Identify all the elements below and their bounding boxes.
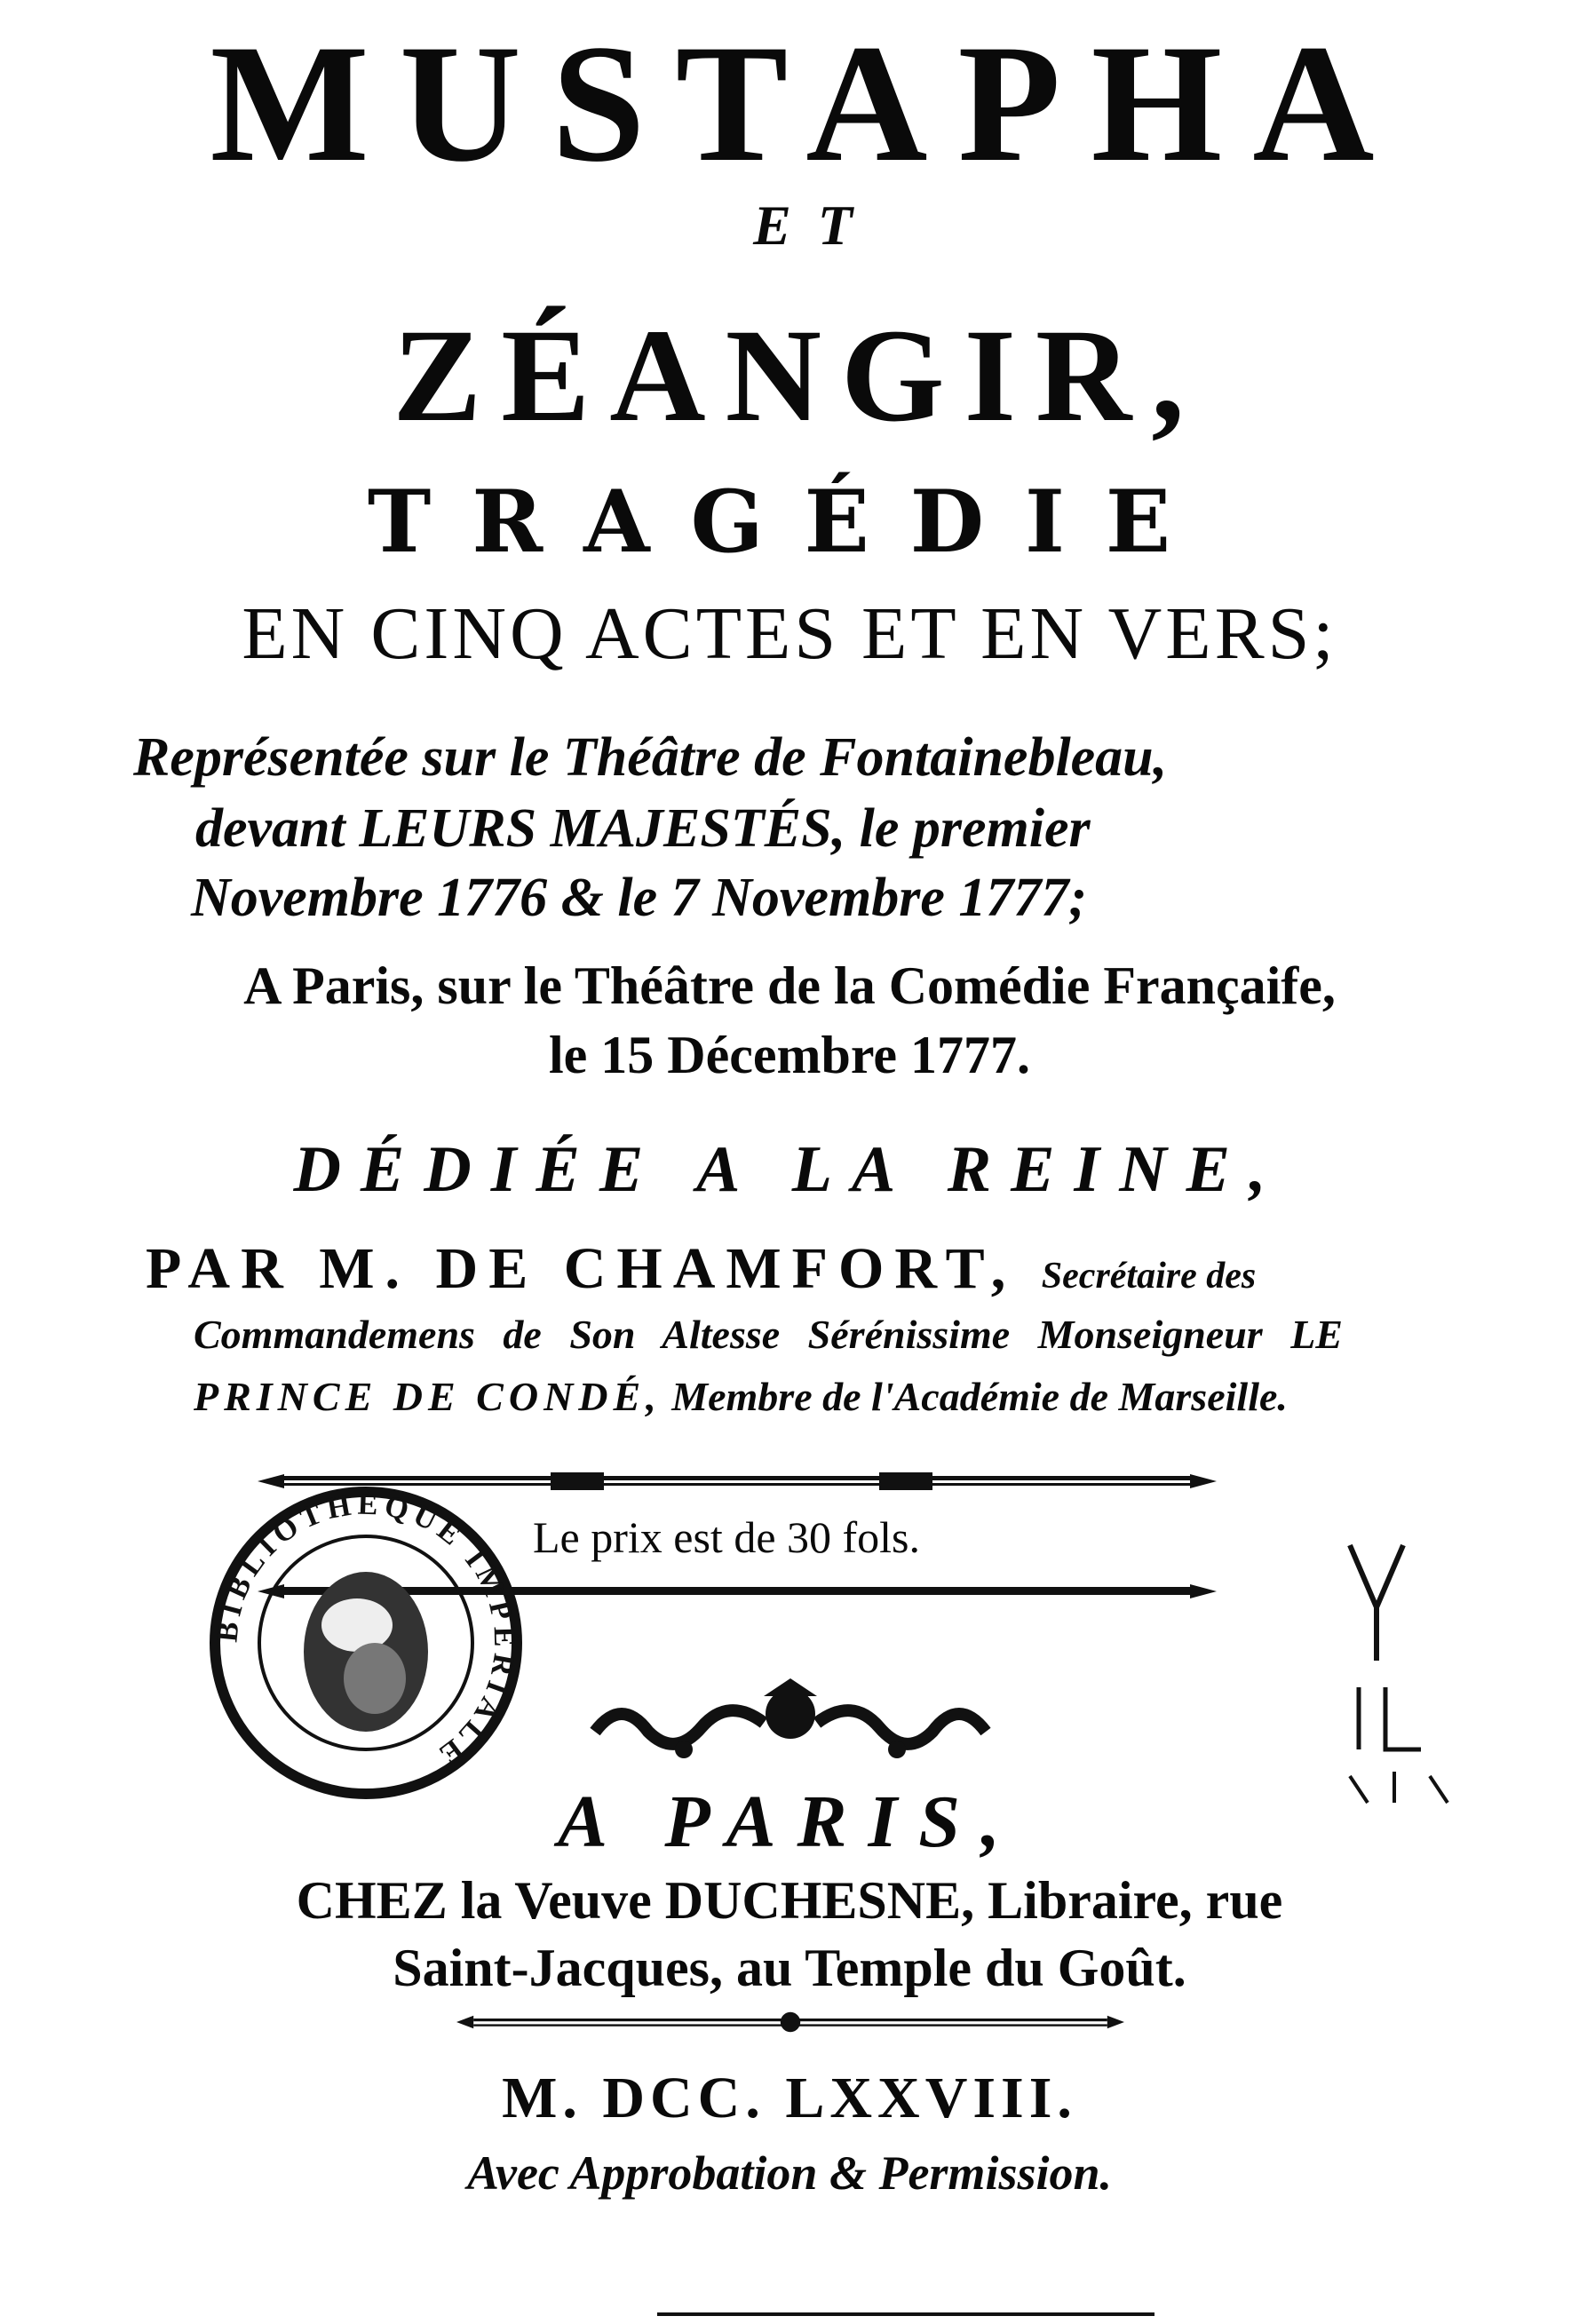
title-line-2: ZÉANGIR, (393, 302, 1204, 449)
title-conjunction: ET (753, 194, 879, 257)
dedication: DÉDIÉE A LA REINE, (293, 1133, 1286, 1206)
stamp-text: BIBLIOTHÈQUE IMPÉRIALE (210, 1487, 521, 1774)
ornamental-rule-date (373, 2011, 1208, 2033)
library-stamp (206, 1483, 526, 1803)
approbation: Avec Approbation & Permission. (466, 2146, 1113, 2200)
performance-line-3: Novembre 1776 & le 7 Novembre 1777; (191, 868, 1087, 928)
author-name: PAR M. DE CHAMFORT, (146, 1236, 1017, 1301)
author-line-1 (146, 1236, 1257, 1301)
publisher-line-2: Saint-Jacques, au Temple du Goût. (393, 1939, 1186, 1997)
genre-heading: TRAGÉDIE (367, 472, 1212, 572)
printer-ornament (586, 1678, 995, 1767)
bottom-rule (657, 2312, 1154, 2316)
imprint-city: A PARIS, (558, 1781, 1021, 1863)
publication-year: M. DCC. LXXVIII. (502, 2066, 1077, 2130)
paris-performance-line-2: le 15 Décembre 1777. (548, 1026, 1031, 1084)
author-title: Secrétaire des (1041, 1256, 1257, 1297)
author-patron: PRINCE DE CONDÉ, (194, 1374, 662, 1419)
title-line-1: MUSTAPHA (210, 11, 1405, 197)
author-membership: Membre de l'Académie de Marseille. (671, 1374, 1288, 1419)
paris-performance-line-1: A Paris, sur le Théâtre de la Comédie Françaife, (243, 956, 1336, 1015)
margin-shelfmark (1323, 1536, 1483, 1812)
subtitle: EN CINQ ACTES ET EN VERS; (242, 592, 1337, 675)
publisher-line-1: CHEZ la Veuve DUCHESNE, Libraire, rue (296, 1871, 1283, 1930)
author-line-2: Commandemens de Son Altesse Sérénissime Monseigneur LE (194, 1312, 1343, 1357)
performance-line-2: devant LEURS MAJESTÉS, le premier (195, 798, 1091, 859)
price-notice: Le prix est de 30 fols. (533, 1512, 921, 1562)
author-line-3 (194, 1376, 1288, 1417)
performance-line-1: Représentée sur le Théâtre de Fontainebleau, (133, 727, 1168, 788)
